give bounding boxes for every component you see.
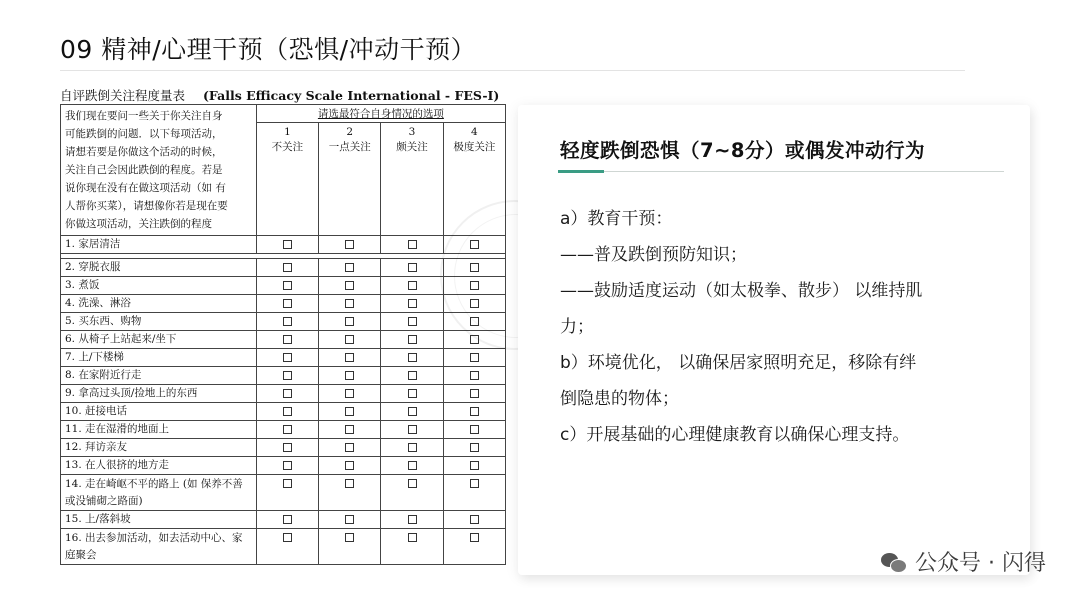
checkbox-cell — [319, 313, 381, 331]
checkbox[interactable] — [345, 335, 354, 344]
checkbox-cell — [319, 259, 381, 277]
activity-label: 2. 穿脱衣服 — [61, 259, 257, 277]
checkbox[interactable] — [470, 479, 479, 488]
table-row — [61, 331, 506, 349]
checkbox-cell — [381, 529, 443, 565]
scale-option-header — [381, 123, 443, 236]
checkbox-cell — [443, 385, 505, 403]
checkbox-cell — [256, 367, 318, 385]
scale-label: 极度关注 — [453, 141, 496, 153]
checkbox[interactable] — [408, 407, 417, 416]
footer-brand — [881, 546, 1046, 577]
card-line: 力； — [560, 317, 594, 337]
checkbox-cell — [381, 259, 443, 277]
card-line: ——鼓励适度运动（如太极拳、散步） 以维持肌 — [560, 281, 923, 301]
checkbox[interactable] — [345, 461, 354, 470]
checkbox[interactable] — [283, 479, 292, 488]
activity-label: 6. 从椅子上站起来/坐下 — [61, 331, 257, 349]
table-row — [61, 385, 506, 403]
table-row — [61, 439, 506, 457]
checkbox[interactable] — [345, 371, 354, 380]
checkbox[interactable] — [283, 335, 292, 344]
checkbox[interactable] — [283, 461, 292, 470]
checkbox[interactable] — [345, 389, 354, 398]
checkbox-cell — [381, 295, 443, 313]
checkbox-cell — [319, 529, 381, 565]
form-heading — [60, 86, 499, 104]
checkbox-cell — [381, 313, 443, 331]
checkbox[interactable] — [283, 515, 292, 524]
table-row — [61, 295, 506, 313]
checkbox[interactable] — [345, 353, 354, 362]
checkbox[interactable] — [283, 443, 292, 452]
checkbox[interactable] — [408, 425, 417, 434]
checkbox-cell — [381, 421, 443, 439]
activity-label: 3. 煮饭 — [61, 277, 257, 295]
checkbox-cell — [256, 439, 318, 457]
checkbox-cell — [319, 439, 381, 457]
checkbox[interactable] — [408, 263, 417, 272]
checkbox-cell — [256, 331, 318, 349]
instruction-line: 说你现在没有在做这项活动（如 有 — [65, 182, 226, 194]
activity-label: 5. 买东西、购物 — [61, 313, 257, 331]
checkbox[interactable] — [470, 425, 479, 434]
table-row — [61, 511, 506, 529]
checkbox[interactable] — [345, 317, 354, 326]
table-row — [61, 421, 506, 439]
title-divider — [60, 70, 965, 71]
instruction-line: 关注自己会因此跌倒的程度。若是 — [65, 164, 223, 176]
checkbox-cell — [443, 475, 505, 511]
checkbox[interactable] — [408, 317, 417, 326]
activity-label: 7. 上/下楼梯 — [61, 349, 257, 367]
checkbox[interactable] — [283, 389, 292, 398]
checkbox[interactable] — [283, 299, 292, 308]
card-line: a）教育干预： — [560, 209, 673, 229]
table-row — [61, 403, 506, 421]
checkbox[interactable] — [345, 425, 354, 434]
activity-label: 14. 走在崎岖不平的路上 (如 保养不善 或没铺砌之路面) — [61, 475, 257, 511]
checkbox-cell — [319, 475, 381, 511]
checkbox[interactable] — [283, 371, 292, 380]
checkbox-cell — [256, 236, 318, 254]
activity-label: 16. 出去参加活动，如去活动中心、家庭聚会 — [61, 529, 257, 565]
checkbox[interactable] — [283, 533, 292, 542]
checkbox[interactable] — [283, 317, 292, 326]
scale-option-header — [256, 123, 318, 236]
card-line: 倒隐患的物体； — [560, 389, 679, 409]
instruction-line: 请想若要是你做这个活动的时候， — [65, 146, 223, 158]
checkbox[interactable] — [283, 240, 292, 249]
activity-label: 9. 拿高过头顶/捡地上的东西 — [61, 385, 257, 403]
choose-option-header: 请选最符合自身情况的选项 — [256, 105, 505, 123]
checkbox[interactable] — [408, 533, 417, 542]
checkbox-cell — [381, 457, 443, 475]
table-row — [61, 367, 506, 385]
instruction-text — [61, 105, 257, 236]
activity-label: 10. 赶接电话 — [61, 403, 257, 421]
checkbox[interactable] — [345, 533, 354, 542]
checkbox-cell — [381, 385, 443, 403]
table-row — [61, 277, 506, 295]
scale-label: 一点关注 — [328, 141, 371, 153]
activity-label: 4. 洗澡、淋浴 — [61, 295, 257, 313]
checkbox-cell — [256, 295, 318, 313]
checkbox-cell — [256, 421, 318, 439]
checkbox[interactable] — [408, 371, 417, 380]
checkbox-cell — [443, 457, 505, 475]
checkbox[interactable] — [470, 461, 479, 470]
table-row — [61, 529, 506, 565]
checkbox[interactable] — [408, 515, 417, 524]
checkbox-cell — [256, 313, 318, 331]
card-line: ——普及跌倒预防知识； — [560, 245, 747, 265]
checkbox-cell — [381, 331, 443, 349]
checkbox[interactable] — [345, 515, 354, 524]
checkbox[interactable] — [470, 515, 479, 524]
table-row — [61, 259, 506, 277]
checkbox-cell — [319, 385, 381, 403]
checkbox-cell — [256, 529, 318, 565]
footer-text: 公众号 · 闪得 — [915, 551, 1046, 576]
checkbox-cell — [319, 457, 381, 475]
checkbox[interactable] — [408, 443, 417, 452]
table-row — [61, 313, 506, 331]
activity-label: 8. 在家附近行走 — [61, 367, 257, 385]
checkbox[interactable] — [345, 479, 354, 488]
checkbox[interactable] — [283, 263, 292, 272]
table-row — [61, 457, 506, 475]
page-title: 09 精神/心理干预（恐惧/冲动干预） — [60, 35, 477, 64]
wechat-icon — [881, 551, 907, 573]
card-line: b）环境优化， 以确保居家照明充足，移除有绊 — [560, 353, 917, 373]
scale-option-header — [319, 123, 381, 236]
scale-label: 颇关注 — [396, 141, 428, 153]
checkbox[interactable] — [345, 281, 354, 290]
checkbox-cell — [381, 403, 443, 421]
checkbox[interactable] — [470, 371, 479, 380]
checkbox[interactable] — [345, 240, 354, 249]
scale-label: 不关注 — [271, 141, 304, 153]
intervention-card — [518, 105, 1030, 575]
checkbox[interactable] — [283, 407, 292, 416]
checkbox-cell — [381, 277, 443, 295]
checkbox-cell — [443, 511, 505, 529]
table-row — [61, 349, 506, 367]
instruction-line: 我们现在要问一些关于你关注自身 — [65, 110, 223, 122]
scale-number: 1 — [284, 126, 291, 138]
checkbox-cell — [381, 511, 443, 529]
checkbox[interactable] — [470, 443, 479, 452]
instruction-line: 人帮你买菜），请想像你若是现在要 — [65, 200, 228, 212]
scale-number: 2 — [346, 126, 354, 138]
checkbox[interactable] — [408, 240, 417, 249]
checkbox[interactable] — [408, 461, 417, 470]
checkbox[interactable] — [470, 389, 479, 398]
card-title: 轻度跌倒恐惧（7~8分）或偶发冲动行为 — [560, 139, 925, 162]
checkbox[interactable] — [470, 353, 479, 362]
scale-number: 4 — [470, 126, 478, 138]
activity-label: 11. 走在湿滑的地面上 — [61, 421, 257, 439]
card-content — [560, 201, 990, 453]
checkbox[interactable] — [345, 407, 354, 416]
card-divider — [558, 171, 1004, 172]
checkbox-cell — [381, 439, 443, 457]
checkbox-cell — [443, 349, 505, 367]
checkbox-cell — [256, 349, 318, 367]
activity-label: 15. 上/落斜坡 — [61, 511, 257, 529]
checkbox-cell — [319, 349, 381, 367]
card-line: c）开展基础的心理健康教育以确保心理支持。 — [560, 425, 910, 445]
checkbox-cell — [319, 277, 381, 295]
checkbox-cell — [319, 367, 381, 385]
card-accent-bar — [558, 170, 604, 173]
checkbox-cell — [443, 367, 505, 385]
checkbox[interactable] — [470, 533, 479, 542]
checkbox[interactable] — [283, 281, 292, 290]
checkbox-cell — [256, 475, 318, 511]
form-heading-en: (Falls Efficacy Scale International - FES-I) — [203, 88, 500, 103]
table-row — [61, 236, 506, 254]
checkbox[interactable] — [470, 407, 479, 416]
scale-number: 3 — [408, 126, 416, 138]
checkbox-cell — [256, 403, 318, 421]
activity-label: 13. 在人很挤的地方走 — [61, 457, 257, 475]
checkbox-cell — [443, 403, 505, 421]
checkbox-cell — [381, 236, 443, 254]
checkbox-cell — [256, 259, 318, 277]
checkbox-cell — [319, 236, 381, 254]
checkbox[interactable] — [345, 299, 354, 308]
table-row — [61, 475, 506, 511]
instruction-line: 你做这项活动，关注跌倒的程度 — [65, 218, 212, 230]
checkbox-cell — [319, 511, 381, 529]
checkbox[interactable] — [408, 479, 417, 488]
checkbox-cell — [443, 529, 505, 565]
checkbox-cell — [256, 277, 318, 295]
fes-i-table — [60, 104, 506, 565]
checkbox-cell — [319, 295, 381, 313]
activity-label: 12. 拜访亲友 — [61, 439, 257, 457]
checkbox[interactable] — [345, 263, 354, 272]
checkbox-cell — [256, 457, 318, 475]
checkbox[interactable] — [345, 443, 354, 452]
checkbox-cell — [319, 331, 381, 349]
checkbox[interactable] — [408, 299, 417, 308]
checkbox[interactable] — [283, 353, 292, 362]
checkbox-cell — [443, 439, 505, 457]
checkbox[interactable] — [408, 335, 417, 344]
instruction-line: 可能跌倒的问题．以下每项活动， — [65, 128, 223, 140]
checkbox-cell — [319, 403, 381, 421]
checkbox-cell — [381, 367, 443, 385]
checkbox-cell — [319, 421, 381, 439]
checkbox-cell — [256, 385, 318, 403]
checkbox[interactable] — [283, 425, 292, 434]
checkbox[interactable] — [408, 389, 417, 398]
checkbox-cell — [443, 421, 505, 439]
activity-label: 1. 家居清洁 — [61, 236, 257, 254]
checkbox[interactable] — [408, 281, 417, 290]
checkbox-cell — [381, 349, 443, 367]
checkbox[interactable] — [408, 353, 417, 362]
checkbox-cell — [256, 511, 318, 529]
checkbox-cell — [381, 475, 443, 511]
form-heading-cn: 自评跌倒关注程度量表 — [60, 88, 186, 103]
